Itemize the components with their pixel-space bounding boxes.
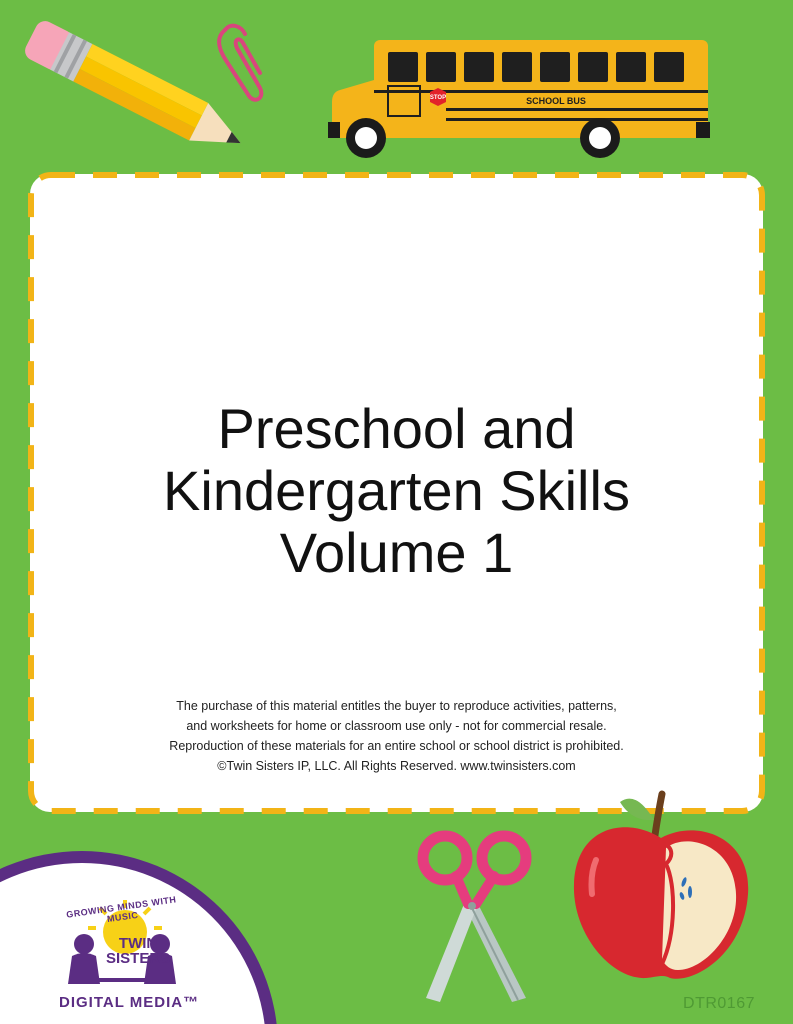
title-line-3: Volume 1 [279, 521, 514, 584]
stop-sign-label: STOP [429, 95, 447, 101]
notice-line: and worksheets for home or classroom use only - not for commercial resale. [186, 719, 607, 733]
notice-line: ©Twin Sisters IP, LLC. All Rights Reserved. www.twinsisters.com [217, 759, 576, 773]
paperclip-icon [205, 18, 270, 108]
title-line-1: Preschool and [217, 397, 576, 460]
logo-name-line2: SISTERS [106, 950, 171, 967]
product-code: DTR0167 [683, 995, 755, 1012]
logo-tagline: GROWING MINDS WITH MUSIC [65, 894, 177, 925]
copyright-notice [90, 696, 703, 776]
notice-line: The purchase of this material entitles the buyer to reproduce activities, patterns, [176, 699, 617, 713]
school-bus-icon [326, 36, 716, 162]
scissors-icon [408, 822, 538, 1004]
logo-name [106, 936, 170, 966]
logo-name-line1: TWIN [118, 935, 158, 952]
apple-icon [566, 784, 756, 990]
notice-line: Reproduction of these materials for an entire school or school district is prohibited. [169, 739, 624, 753]
logo-division: DIGITAL MEDIA™ [59, 994, 200, 1011]
bus-sign-label: SCHOOL BUS [526, 96, 586, 106]
page-title [60, 398, 733, 584]
title-line-2: Kindergarten Skills [163, 459, 630, 522]
